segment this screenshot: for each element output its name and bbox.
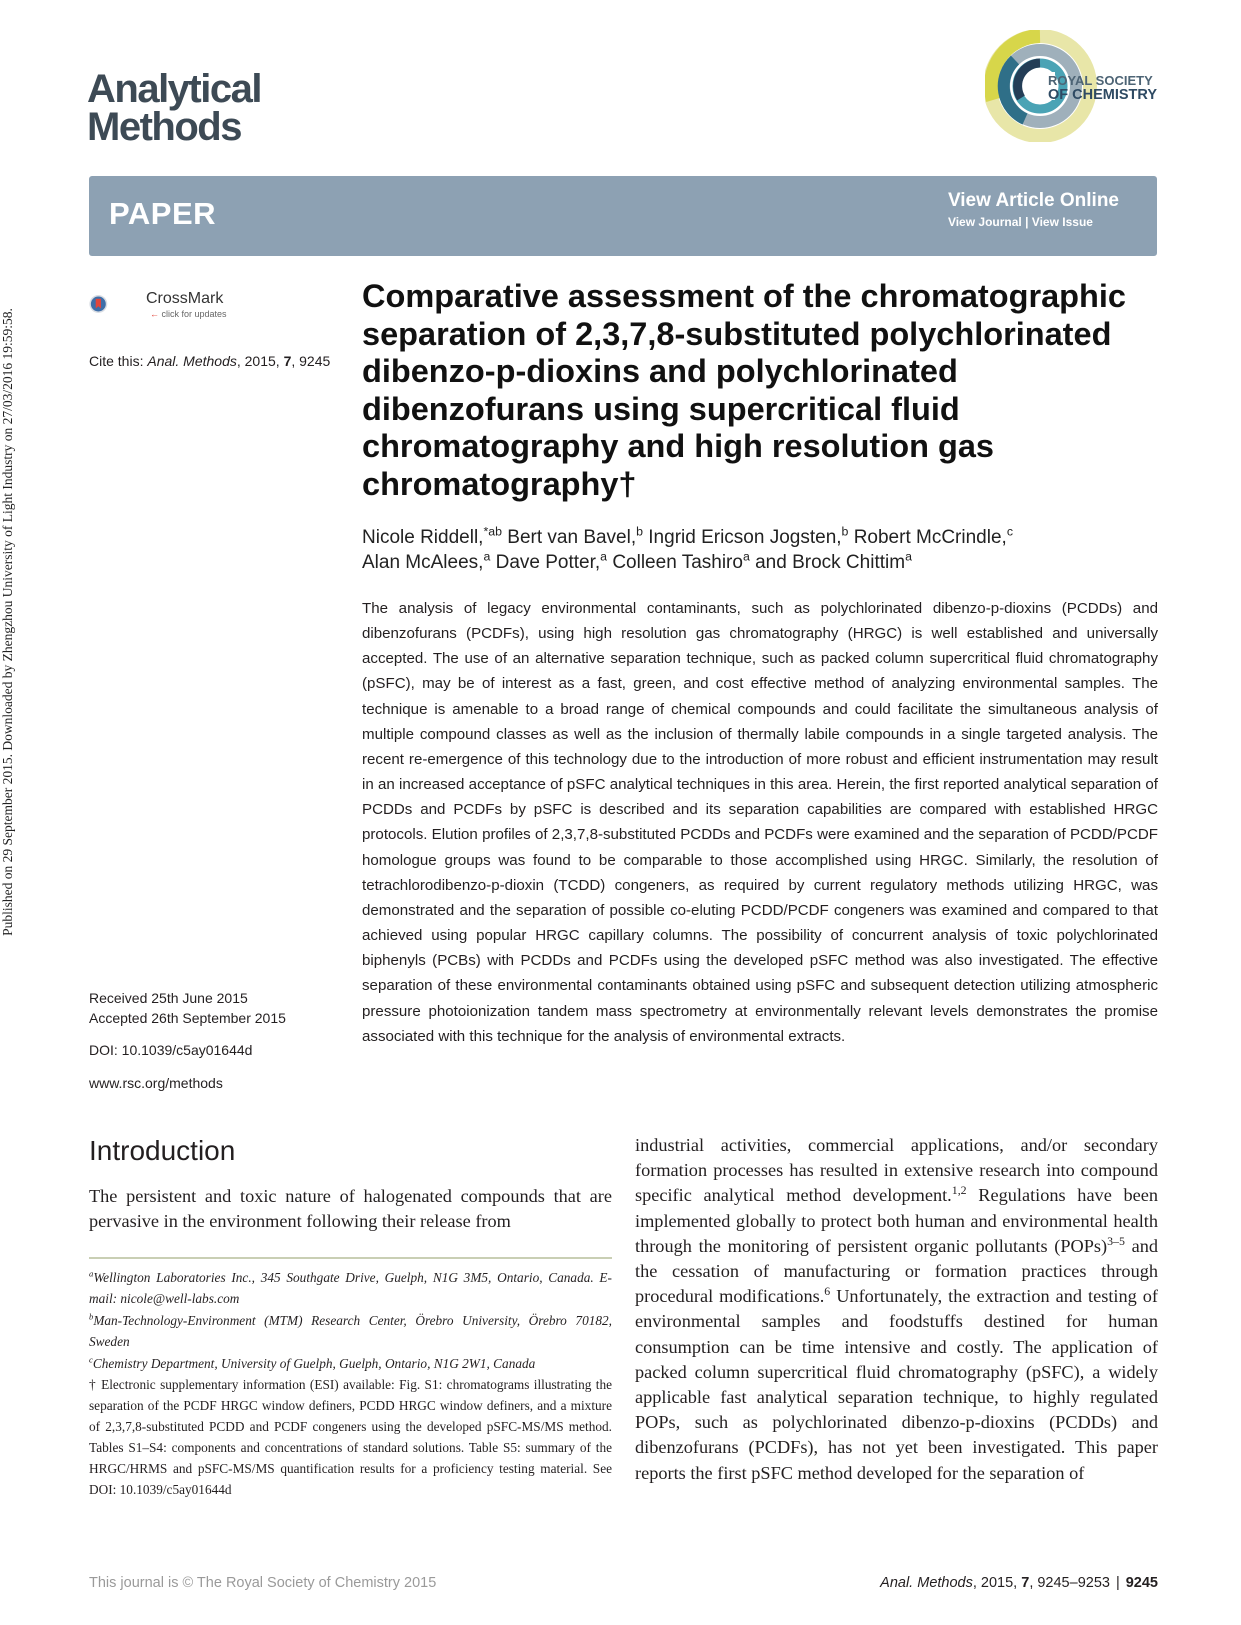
crossmark-sublabel[interactable]: ← click for updates <box>150 309 227 319</box>
footnote-divider <box>89 1257 612 1259</box>
crossmark-icon[interactable] <box>89 279 145 329</box>
journal-name-line2: Methods <box>87 105 241 149</box>
received-date: Received 25th June 2015 <box>89 990 248 1006</box>
journal-name-line1: Analytical <box>87 67 261 111</box>
footnote-esi: † Electronic supplementary information (ESI) available: Fig. S1: chromatograms illustrating the separation of the PCDF HRGC window definers, PCDD HRGC window definers, and a mixture of 2,3,7,8-substituted PCDD and PCDF congeners using the developed pSFC-MS/MS method. Tables S1–S4: components and concentrations of standard solutions. Table S5: summary of the HRGC/HRMS and pSFC-MS/MS quantification results for a proficiency testing material. See DOI: 10.1039/c5ay01644d <box>89 1377 612 1497</box>
author: Alan McAlees,$^a$ <box>362 549 491 573</box>
publisher-name: ROYAL SOCIETY OF CHEMISTRY <box>1048 73 1158 103</box>
view-article-online-link[interactable]: View Article Online <box>947 190 1119 211</box>
abstract: The analysis of legacy environmental contaminants, such as polychlorinated dibenzo-p-dioxins (PCDDs) and dibenzofurans (PCDFs), using high resolution gas chromatography (HRGC) is well established and universally accepted. The use of an alternative separation technique, such as packed column supercritical fluid chromatography (pSFC), may be of interest as a fast, green, and cost effective method of analyzing environmental samples. The technique is amenable to a broad range of chemical compounds and could facilitate the simultaneous analysis of multiple compound classes as well as the inclusion of thermally labile compounds in a single targeted analysis. The recent re-emergence of this technology due to the introduction of more robust and efficient instrumentation may result in an increased acceptance of pSFC analytical techniques in this area. Herein, the first reported analytical separation of PCDDs and PCDFs by pSFC is described and its separation capabilities are compared with established HRGC protocols. Elution profiles of 2,3,7,8-substituted PCDDs and PCDFs were examined and the separation of PCDD/PCDF homologue groups was found to be comparable to those accomplished using HRGC. Similarly, the resolution of tetrachlorodibenzo-p-dioxin (TCDD) congeners, as required by current regulatory methods utilizing HRGC, was demonstrated and the separation of possible co-eluting PCDD/PCDF congeners was examined and compared to that achieved using popular HRGC capillary columns. The possibility of concurrent analysis of toxic polychlorinated biphenyls (PCBs) with PCDDs and PCDFs using the developed pSFC method was also investigated. The effective separation of these environmental contaminants obtained using pSFC and subsequent detection utilizing atmospheric pressure photoionization tandem mass spectrometry at environmentally relevant levels demonstrates the promise associated with this technique for the analysis of environmental extracts. <box>362 600 1158 1045</box>
journal-logo <box>87 67 261 149</box>
article-banner <box>89 176 1157 256</box>
section-heading: Introduction <box>89 1135 236 1166</box>
intro-paragraph-right: industrial activities, commercial applications, and/or secondary formation processes has resulted in extensive research into compound specific analytical method development.$^{1,2}$ Regulations have been implemented globally to protect both human and environmental health through the monitoring of persistent organic pollutants (POPs)$^{3-5}$ and the cessation of manufacturing or formation practices through procedural modifications.$^6$ Unfortunately, the extraction and testing of environmental samples and foodstuffs destined for human consumption can be time intensive and costly. The application of packed column supercritical fluid chromatography (pSFC), a widely applicable fast analytical separation technique, to highly regulated POPs, such as polychlorinated dibenzo-p-dioxins (PCDDs) and dibenzofurans (PCDFs), has not yet been investigated. This paper reports the first pSFC method developed for the separation of <box>635 1135 1159 1483</box>
author: Ingrid Ericson Jogsten,$^b$ <box>643 524 849 548</box>
author-list <box>362 525 1162 575</box>
citation: Cite this: Anal. Methods, 2015, 7, 9245 <box>89 353 331 369</box>
crossmark-label[interactable]: CrossMark <box>146 290 224 307</box>
footer-copyright: This journal is © The Royal Society of Chemistry 2015 <box>89 1575 437 1591</box>
author: Robert McCrindle,$^c$ <box>848 524 1013 548</box>
download-stamp: Published on 29 September 2015. Downloaded by Zhengzhou University of Light Industry on 27/03/2016 19:59:58. <box>0 308 15 936</box>
footnote-affiliation-b: $^b$Man-Technology-Environment (MTM) Research Center, Örebro University, Örebro 70182, Sweden <box>89 1311 612 1349</box>
author: Colleen Tashiro$^a$ <box>607 549 750 573</box>
link-separator: | <box>1025 215 1029 229</box>
author: Bert van Bavel,$^b$ <box>502 524 643 548</box>
journal-url[interactable]: www.rsc.org/methods <box>89 1075 223 1091</box>
article-title: Comparative assessment of the chromatographic separation of 2,3,7,8-substituted polychlorinated dibenzo-p-dioxins and polychlorinated dibenzofurans using supercritical fluid chromatography and high resolution gas chromatography† <box>362 278 1126 502</box>
accepted-date: Accepted 26th September 2015 <box>89 1010 286 1026</box>
article-links <box>948 190 1119 229</box>
article-type: PAPER <box>109 196 217 231</box>
doi[interactable]: DOI: 10.1039/c5ay01644d <box>89 1042 253 1058</box>
footnote-affiliation-c: $^c$Chemistry Department, University of Guelph, Guelph, Ontario, N1G 2W1, Canada <box>89 1354 536 1371</box>
author: and Brock Chittim$^a$ <box>749 549 912 573</box>
intro-paragraph-left: The persistent and toxic nature of halogenated compounds that are pervasive in the environment following their release from <box>89 1186 612 1231</box>
arrow-left-icon: ← <box>150 309 159 319</box>
footnote-affiliation-a: $^a$Wellington Laboratories Inc., 345 Southgate Drive, Guelph, N1G 3M5, Ontario, Canada. E-mail: nicole@well-labs.com <box>89 1268 612 1306</box>
footer-citation: Anal. Methods, 2015, 7, 9245–9253 | 9245 <box>880 1575 1158 1591</box>
view-issue-link[interactable]: View Issue <box>1031 215 1093 229</box>
view-journal-link[interactable]: View Journal <box>947 215 1022 229</box>
author: Dave Potter,$^a$ <box>490 549 608 573</box>
page-number: 9245 <box>1125 1575 1158 1591</box>
author: Nicole Riddell,$^{*ab}$ <box>362 524 502 548</box>
